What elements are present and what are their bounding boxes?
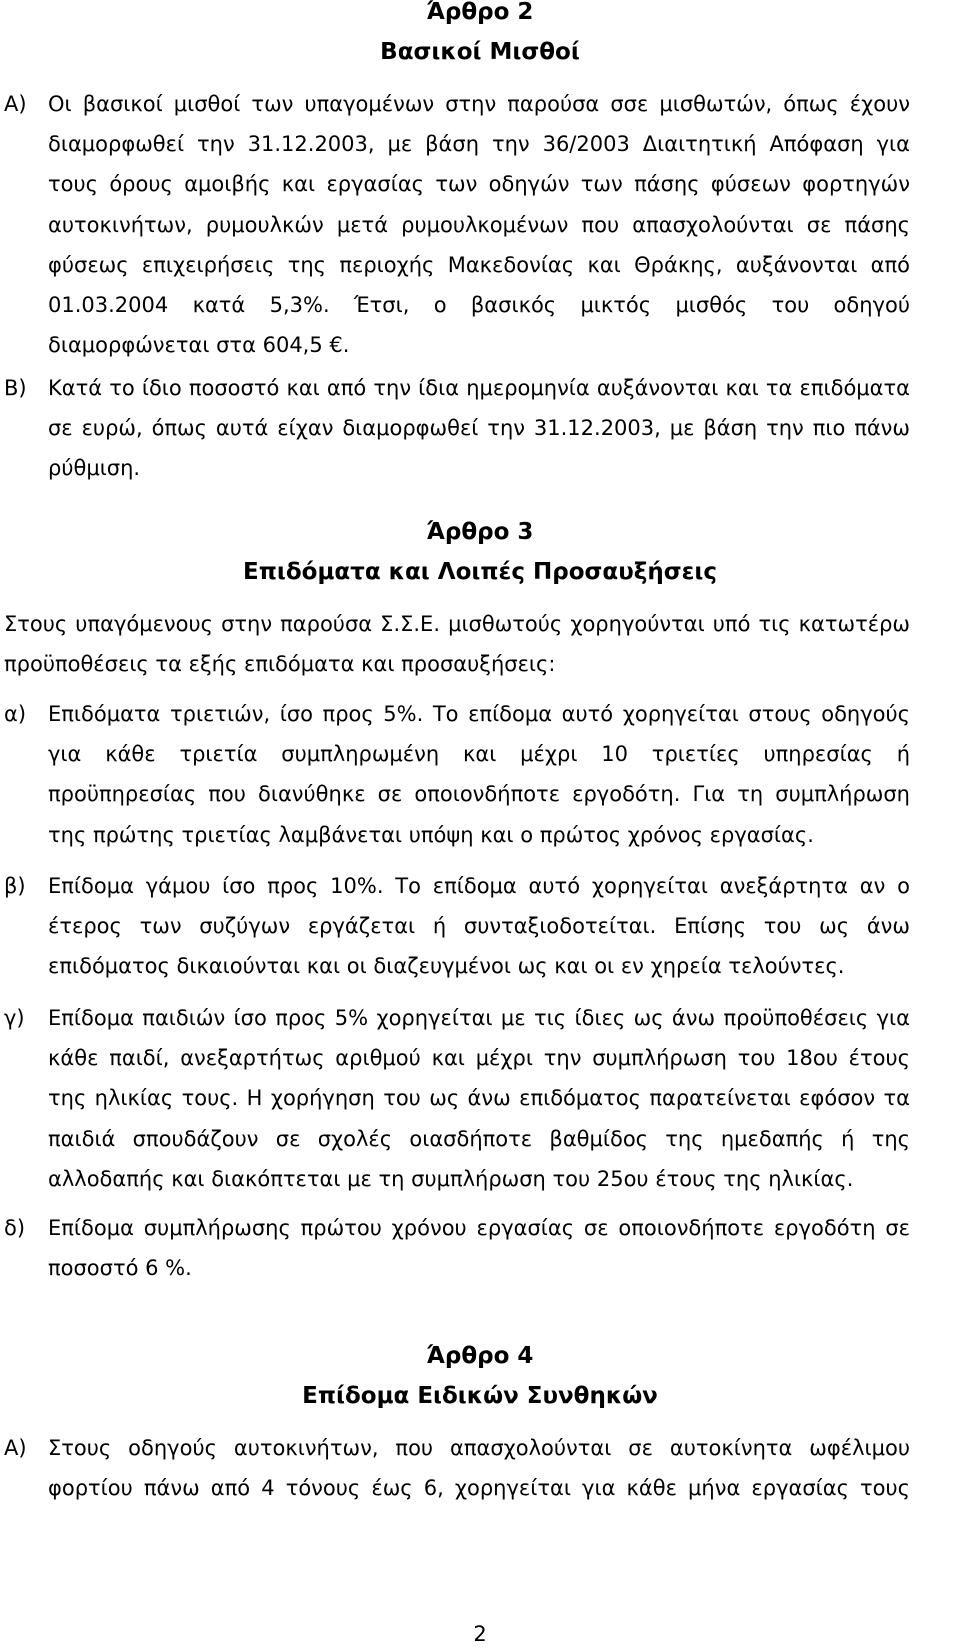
article-3-title: Επιδόματα και Λοιπές Προσαυξήσεις [242, 559, 718, 585]
article-3-heading: Άρθρο 3 [426, 519, 534, 545]
article-2-paragraph-b [0, 368, 960, 489]
item-text: Επιδόματα τριετιών, ίσο προς 5%. Το επίδομα αυτό χορηγείται στους οδηγούς για κάθε τριετία συμπληρωμένη και μέχρι 10 τριετίες υπηρεσίας ή προϋπηρεσίας που διανύθηκε σε οποιονδήποτε εργοδότη. Για τη συμπλήρωση της πρώτης τριετίας λαμβάνεται υπόψη και ο πρώτος χρόνος εργασίας. [48, 702, 910, 847]
article-4-title: Επίδομα Ειδικών Συνθηκών [302, 1383, 658, 1409]
article-2-heading-block [0, 0, 960, 72]
paragraph-text: Κατά το ίδιο ποσοστό και από την ίδια ημερομηνία αυξάνονται και τα επιδόματα σε ευρώ, όπως αυτά είχαν διαμορφωθεί την 31.12.2003, με βάση την πιο πάνω ρύθμιση. [48, 376, 910, 481]
item-label: γ) [4, 1006, 25, 1030]
article-3-intro: Στους υπαγόμενους στην παρούσα Σ.Σ.Ε. μισθωτούς χορηγούνται υπό τις κατωτέρω προϋποθέσεις τα εξής επιδόματα και προσαυξήσεις: [4, 612, 910, 677]
article-3-heading-block [0, 512, 960, 592]
article-4-heading-block [0, 1336, 960, 1416]
article-3-item-d [0, 1208, 960, 1288]
article-3-item-b [0, 866, 960, 987]
article-3-item-c [0, 998, 960, 1199]
paragraph-label: Α) [4, 92, 27, 116]
paragraph-text: Οι βασικοί μισθοί των υπαγομένων στην παρούσα σσε μισθωτών, όπως έχουν διαμορφωθεί την 31.12.2003, με βάση την 36/2003 Διαιτητική Απόφαση για τους όρους αμοιβής και εργασίας των οδηγών των πάσης φύσεων φορτηγών αυτοκινήτων, ρυμουλκών μετά ρυμουλκομένων που απασχολούνται σε πάσης φύσεως επιχειρήσεις της περιοχής Μακεδονίας και Θράκης, αυξάνονται από 01.03.2004 κατά 5,3%. Έτσι, ο βασικός μικτός μισθός του οδηγού διαμορφώνεται στα 604,5 €. [48, 92, 910, 358]
article-4-paragraph-a [0, 1428, 960, 1508]
paragraph-text: Στους οδηγούς αυτοκινήτων, που απασχολούνται σε αυτοκίνητα ωφέλιμου φορτίου πάνω από 4 τόνους έως 6, χορηγείται για κάθε μήνα εργασίας τους [48, 1436, 910, 1501]
page-number: 2 [473, 1622, 487, 1646]
item-label: β) [4, 874, 26, 898]
item-text: Επίδομα γάμου ίσο προς 10%. Το επίδομα αυτό χορηγείται ανεξάρτητα αν ο έτερος των συζύγων εργάζεται ή συνταξιοδοτείται. Επίσης του ως άνω επιδόματος δικαιούνται και οι διαζευγμένοι ως και οι εν χηρεία τελούντες. [48, 874, 910, 979]
item-text: Επίδομα συμπλήρωσης πρώτου χρόνου εργασίας σε οποιονδήποτε εργοδότη σε ποσοστό 6 %. [48, 1216, 910, 1281]
article-2-paragraph-a [0, 84, 960, 365]
article-4-heading: Άρθρο 4 [426, 1343, 534, 1369]
paragraph-label: Α) [4, 1436, 27, 1460]
paragraph-label: Β) [4, 376, 27, 400]
article-2-heading: Άρθρο 2 [426, 0, 534, 25]
item-label: α) [4, 702, 27, 726]
item-text: Επίδομα παιδιών ίσο προς 5% χορηγείται με τις ίδιες ως άνω προϋποθέσεις για κάθε παιδί, ανεξαρτήτως αριθμού και μέχρι την συμπλήρωση του 18ου έτους της ηλικίας τους. Η χορήγηση του ως άνω επιδόματος παρατείνεται εφόσον τα παιδιά σπουδάζουν σε σχολές οιασδήποτε βαθμίδος της ημεδαπής ή της αλλοδαπής και διακόπτεται με τη συμπλήρωση του 25ου έτους της ηλικίας. [48, 1006, 910, 1191]
article-2-title: Βασικοί Μισθοί [380, 39, 580, 65]
article-3-item-a [0, 694, 960, 855]
item-label: δ) [4, 1216, 26, 1240]
